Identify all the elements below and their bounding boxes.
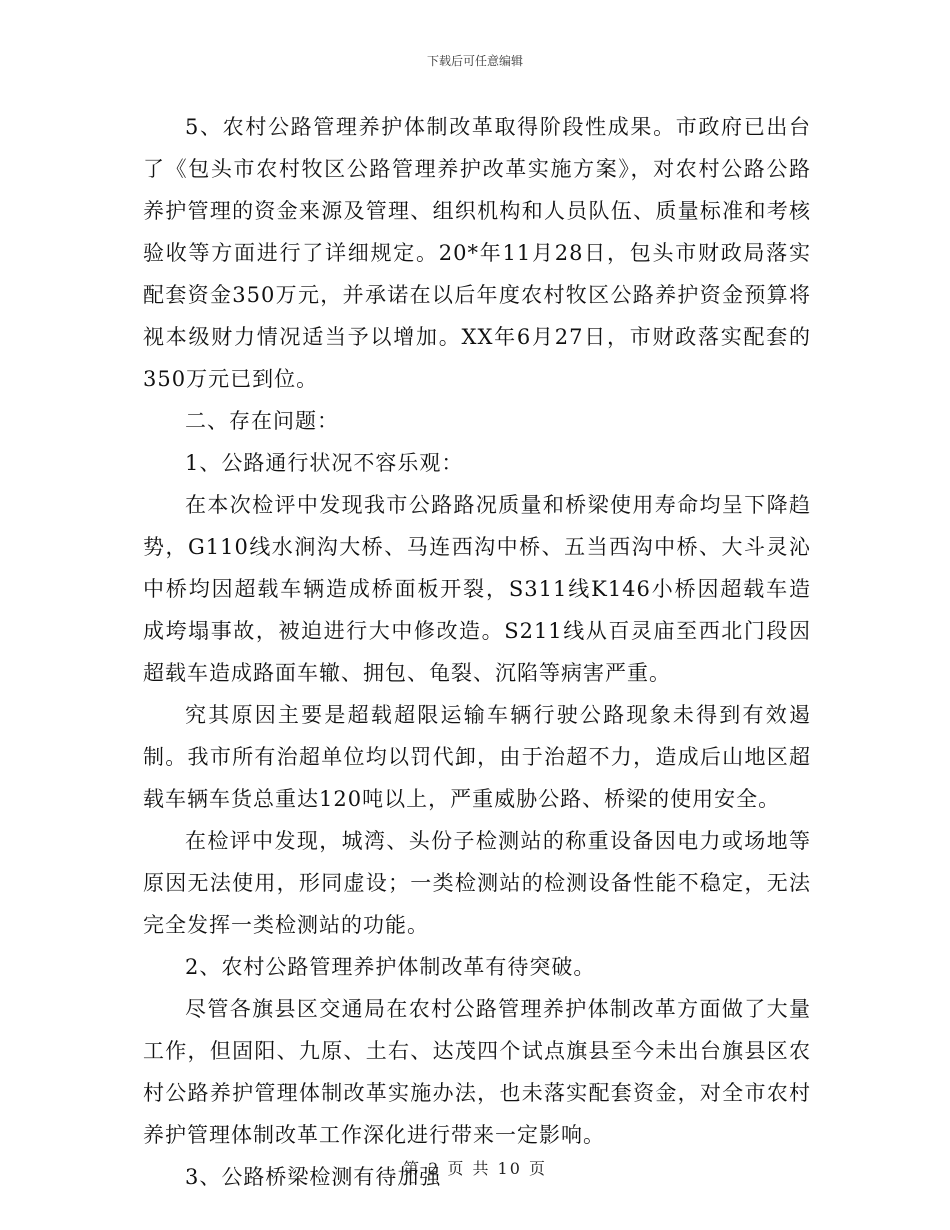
paragraph: 在检评中发现，城湾、头份子检测站的称重设备因电力或场地等原因无法使用，形同虚设；一类检测站的检测设备性能不稳定，无法完全发挥一类检测站的功能。 — [143, 829, 811, 937]
page-header: 下载后可任意编辑 — [426, 54, 523, 68]
section-heading: 二、存在问题： — [185, 409, 339, 433]
paragraph: 5、农村公路管理养护体制改革取得阶段性成果。市政府已出台了《包头市农村牧区公路管理养护改革实施方案》，对农村公路公路养护管理的资金来源及管理、组织机构和人员队伍、质量标准和考核验收等方面进行了详细规定。20*年11月28日，包头市财政局落实配套资金350万元，并承诺在以后年度农村牧区公路养护资金预算将视本级财力情况适当予以增加。XX年6月27日，市财政落实配套的350万元已到位。 — [143, 115, 811, 391]
subsection-heading: 2、农村公路管理养护体制改革有待突破。 — [185, 955, 596, 979]
subsection-heading: 3、公路桥梁检测有待加强 — [185, 1165, 442, 1189]
paragraph: 在本次检评中发现我市公路路况质量和桥梁使用寿命均呈下降趋势，G110线水涧沟大桥、马连西沟中桥、五当西沟中桥、大斗灵沁中桥均因超载车辆造成桥面板开裂，S311线K146小桥因超载车造成垮塌事故，被迫进行大中修改造。S211线从百灵庙至西北门段因超载车造成路面车辙、拥包、龟裂、沉陷等病害严重。 — [143, 493, 811, 685]
paragraph: 尽管各旗县区交通局在农村公路管理养护体制改革方面做了大量工作，但固阳、九原、土右、达茂四个试点旗县至今未出台旗县区农村公路养护管理体制改革实施办法，也未落实配套资金，对全市农村养护管理体制改革工作深化进行带来一定影响。 — [143, 997, 811, 1147]
subsection-heading: 1、公路通行状况不容乐观： — [185, 451, 464, 475]
document-body — [143, 106, 811, 1198]
page-footer: 第 2 页 共 10 页 — [403, 1159, 547, 1178]
paragraph: 究其原因主要是超载超限运输车辆行驶公路现象未得到有效遏制。我市所有治超单位均以罚代卸，由于治超不力，造成后山地区超载车辆车货总重达120吨以上，严重威胁公路、桥梁的使用安全。 — [143, 703, 811, 811]
